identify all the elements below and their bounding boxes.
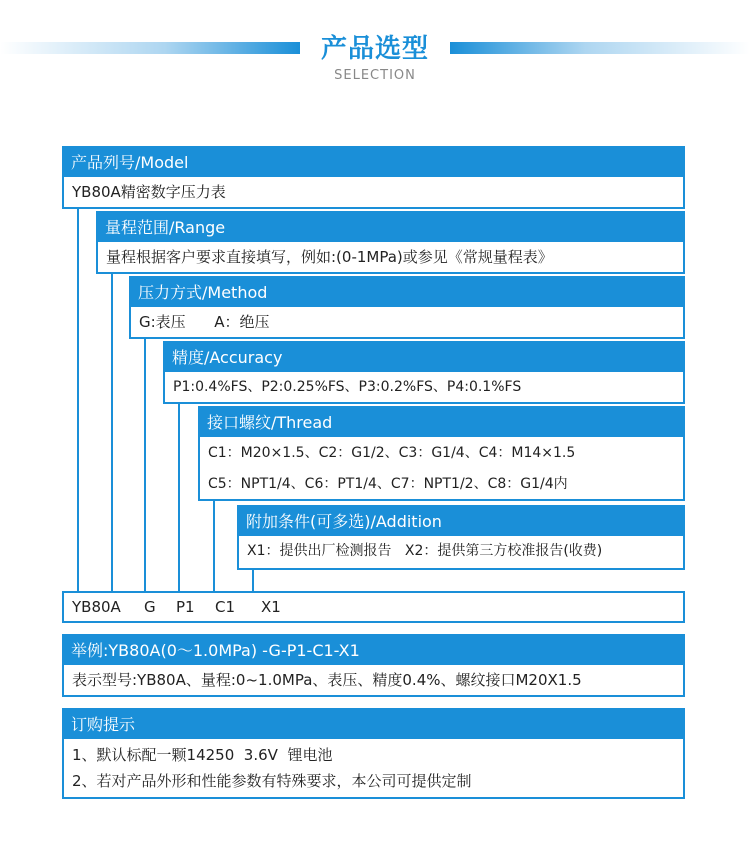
addition-box — [237, 505, 685, 570]
code-addition: X1 — [261, 598, 281, 616]
order-tips-line1: 1、默认标配一颗14250 3.6V 锂电池 — [72, 746, 333, 764]
thread-box — [198, 406, 685, 501]
code-model: YB80A — [72, 598, 121, 616]
connector-accuracy — [178, 404, 180, 592]
thread-header: 接口螺纹/Thread — [200, 408, 683, 437]
addition-value: X1：提供出厂检测报告 X2：提供第三方校准报告(收费) — [247, 543, 603, 559]
example-header: 举例:YB80A(0～1.0MPa) -G-P1-C1-X1 — [64, 636, 683, 665]
thread-value-line1: C1：M20×1.5、C2：G1/2、C3：G1/4、C4：M14×1.5 — [208, 445, 576, 461]
code-thread: C1 — [215, 598, 236, 616]
model-code-bar — [62, 591, 685, 623]
code-accuracy: P1 — [176, 598, 195, 616]
order-tips-box — [62, 708, 685, 799]
range-value: 量程根据客户要求直接填写，例如:(0-1MPa)或参见《常规量程表》 — [106, 248, 553, 266]
thread-value-line2: C5：NPT1/4、C6：PT1/4、C7：NPT1/2、C8：G1/4内 — [208, 476, 568, 492]
order-tips-header: 订购提示 — [64, 710, 683, 739]
section-title — [0, 28, 750, 88]
page-title: 产品选型 — [320, 34, 429, 64]
range-header: 量程范围/Range — [98, 213, 683, 242]
connector-range — [111, 274, 113, 592]
example-box — [62, 634, 685, 697]
method-header: 压力方式/Method — [131, 278, 683, 307]
model-header: 产品列号/Model — [64, 148, 683, 177]
code-method: G — [144, 598, 156, 616]
example-value: 表示型号:YB80A、量程:0~1.0MPa、表压、精度0.4%、螺纹接口M20X1.5 — [72, 671, 582, 689]
accuracy-value: P1:0.4%FS、P2:0.25%FS、P3:0.2%FS、P4:0.1%FS — [173, 379, 522, 395]
model-value: YB80A精密数字压力表 — [72, 183, 226, 201]
connector-addition — [252, 570, 254, 592]
model-box — [62, 146, 685, 209]
addition-header: 附加条件(可多选)/Addition — [239, 507, 683, 536]
accuracy-header: 精度/Accuracy — [165, 343, 683, 372]
accuracy-box — [163, 341, 685, 404]
page-subtitle: SELECTION — [334, 68, 416, 83]
order-tips-line2: 2、若对产品外形和性能参数有特殊要求，本公司可提供定制 — [72, 772, 472, 790]
method-box — [129, 276, 685, 339]
connector-model — [77, 209, 79, 592]
connector-thread — [213, 501, 215, 592]
method-value: G:表压 A：绝压 — [139, 313, 270, 331]
range-box — [96, 211, 685, 274]
connector-method — [144, 339, 146, 592]
